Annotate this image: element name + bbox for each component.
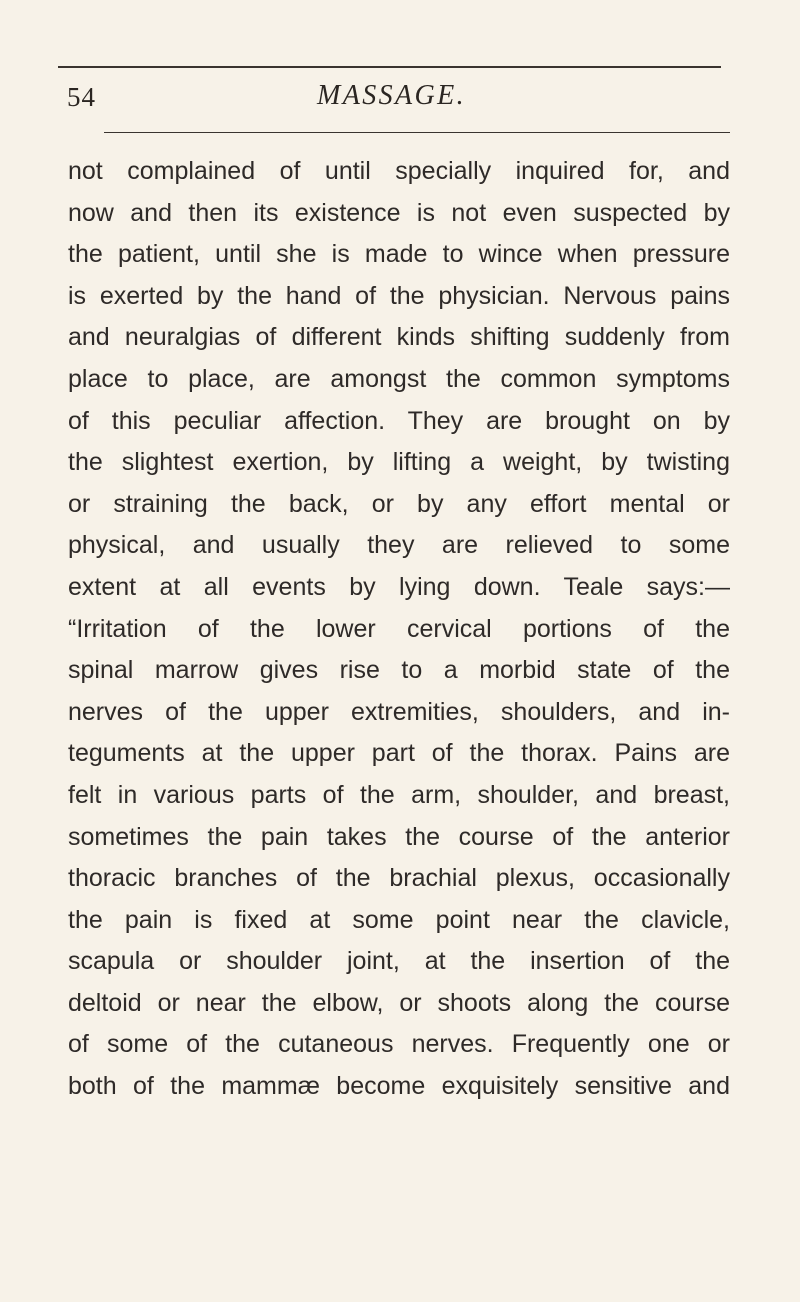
text-line: and neuralgias of different kinds shifting suddenly from [68,323,730,352]
text-line: nerves of the upper extremities, shoulders, and in- [68,697,730,726]
text-line: not complained of until specially inquired for, and [68,157,730,185]
text-line: place to place, are amongst the common symptoms [68,364,730,393]
text-line: felt in various parts of the arm, shoulder, and breast, [68,780,730,809]
text-line: physical, and usually they are relieved to some [68,531,730,560]
text-line: extent at all events by lying down. Teale says:— [68,572,730,601]
text-line: deltoid or near the elbow, or shoots along the course [68,988,730,1017]
text-line: thoracic branches of the brachial plexus, occasionally [68,864,730,893]
text-line: both of the mammæ become exquisitely sensitive and [68,1072,730,1101]
page-header [67,82,727,122]
text-line: spinal marrow gives rise to a morbid state of the [68,656,730,685]
text-line: “Irritation of the lower cervical portions of the [68,614,730,643]
text-line: now and then its existence is not even suspected by [68,198,730,227]
text-line: teguments at the upper part of the thorax. Pains are [68,739,730,768]
text-line: or straining the back, or by any effort mental or [68,489,730,518]
header-bottom-rule [104,132,730,133]
text-line: is exerted by the hand of the physician. Nervous pains [68,281,730,310]
header-top-rule [58,66,721,68]
page-number: 54 [67,82,96,112]
running-title: MASSAGE. [317,80,467,111]
text-line: of this peculiar affection. They are brought on by [68,406,730,435]
text-line: the pain is fixed at some point near the clavicle, [68,905,730,934]
text-line: the patient, until she is made to wince when pressure [68,240,730,269]
page-body-text [68,151,730,1108]
text-line: the slightest exertion, by lifting a weight, by twisting [68,448,730,477]
text-line: of some of the cutaneous nerves. Frequently one or [68,1030,730,1059]
text-line: scapula or shoulder joint, at the insertion of the [68,947,730,976]
text-line: sometimes the pain takes the course of the anterior [68,822,730,851]
